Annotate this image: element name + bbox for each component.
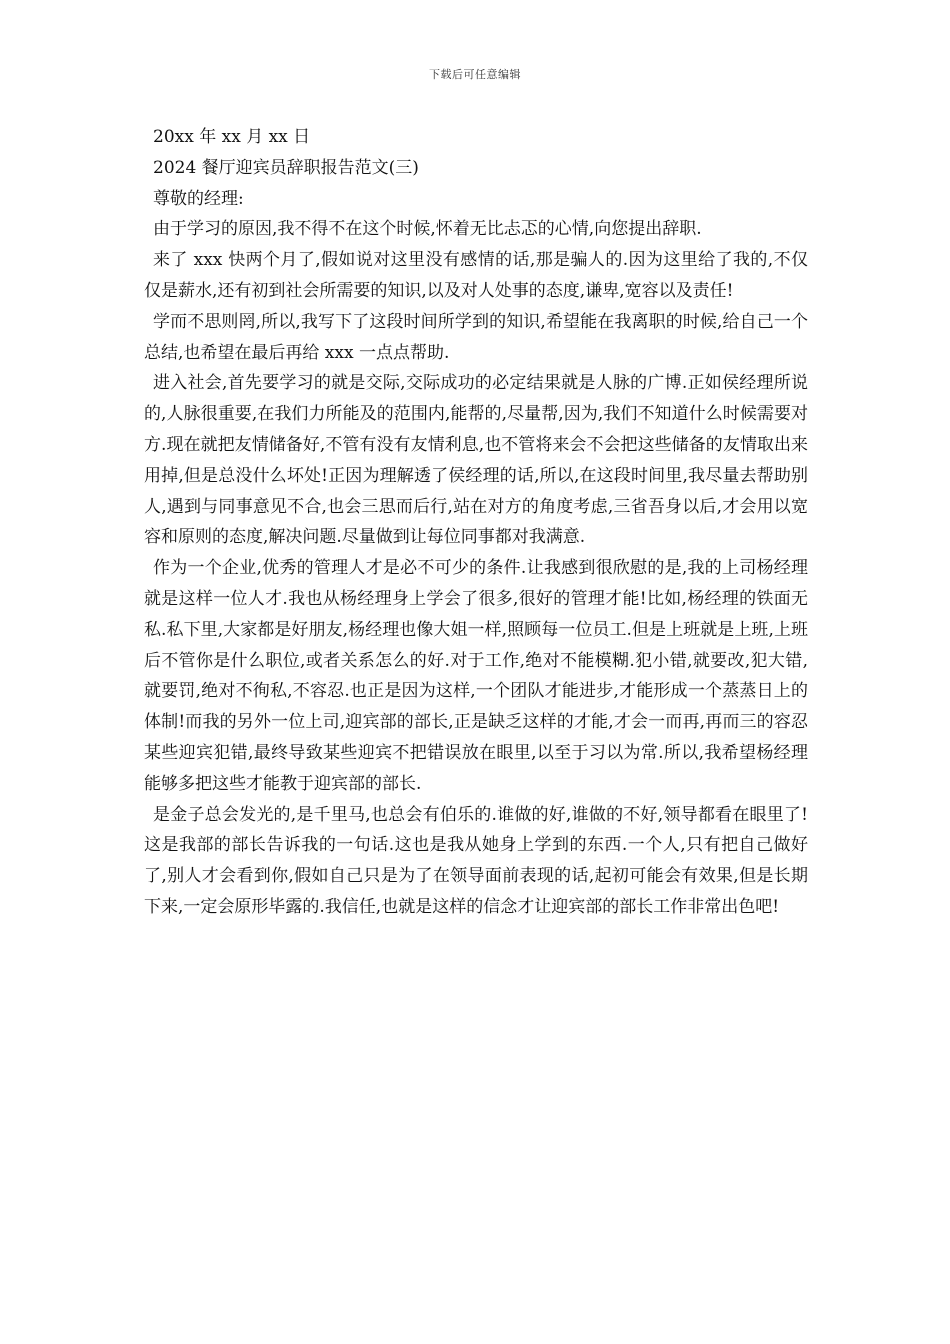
salutation: 尊敬的经理: (153, 188, 244, 209)
document-title: 2024 餐厅迎宾员辞职报告范文(三) (153, 157, 419, 178)
paragraph-2: 来了 xxx 快两个月了,假如说对这里没有感情的话,那是骗人的.因为这里给了我的,不仅仅是薪水,还有初到社会所需要的知识,以及对人处事的态度,谦卑,宽容以及责任! (144, 250, 808, 301)
header-note: 下载后可任意编辑 (429, 68, 521, 81)
paragraph-6: 是金子总会发光的,是千里马,也总会有伯乐的.谁做的好,谁做的不好,领导都看在眼里了!这是我部的部长告诉我的一句话.这也是我从她身上学到的东西.一个人,只有把自己做好了,别人才会看到你,假如自己只是为了在领导面前表现的话,起初可能会有效果,但是长期下来,一定会原形毕露的.我信任,也就是这样的信念才让迎宾部的部长工作非常出色吧! (144, 804, 808, 917)
paragraph-4: 进入社会,首先要学习的就是交际,交际成功的必定结果就是人脉的广博.正如侯经理所说的,人脉很重要,在我们力所能及的范围内,能帮的,尽量帮,因为,我们不知道什么时候需要对方.现在就把友情储备好,不管有没有友情利息,也不管将来会不会把这些储备的友情取出来用掉,但是总没什么坏处!正因为理解透了侯经理的话,所以,在这段时间里,我尽量去帮助别人,遇到与同事意见不合,也会三思而后行,站在对方的角度考虑,三省吾身以后,才会用以宽容和原则的态度,解决问题.尽量做到让每位同事都对我满意. (144, 373, 808, 548)
paragraph-3: 学而不思则罔,所以,我写下了这段时间所学到的知识,希望能在我离职的时候,给自己一个总结,也希望在最后再给 xxx 一点点帮助. (144, 311, 808, 363)
paragraph-5: 作为一个企业,优秀的管理人才是必不可少的条件.让我感到很欣慰的是,我的上司杨经理就是这样一位人才.我也从杨经理身上学会了很多,很好的管理才能!比如,杨经理的铁面无私.私下里,大家都是好朋友,杨经理也像大姐一样,照顾每一位员工.但是上班就是上班,上班后不管你是什么职位,或者关系怎么的好.对于工作,绝对不能模糊.犯小错,就要改,犯大错,就要罚,绝对不徇私,不容忍.也正是因为这样,一个团队才能进步,才能形成一个蒸蒸日上的体制!而我的另外一位上司,迎宾部的部长,正是缺乏这样的才能,才会一而再,再而三的容忍某些迎宾犯错,最终导致某些迎宾不把错误放在眼里,以至于习以为常.所以,我希望杨经理能够多把这些才能教于迎宾部的部长. (144, 558, 808, 794)
document-body (144, 122, 808, 923)
date-line: 20xx 年 xx 月 xx 日 (153, 127, 311, 147)
paragraph-1: 由于学习的原因,我不得不在这个时候,怀着无比忐忑的心情,向您提出辞职. (153, 219, 702, 240)
